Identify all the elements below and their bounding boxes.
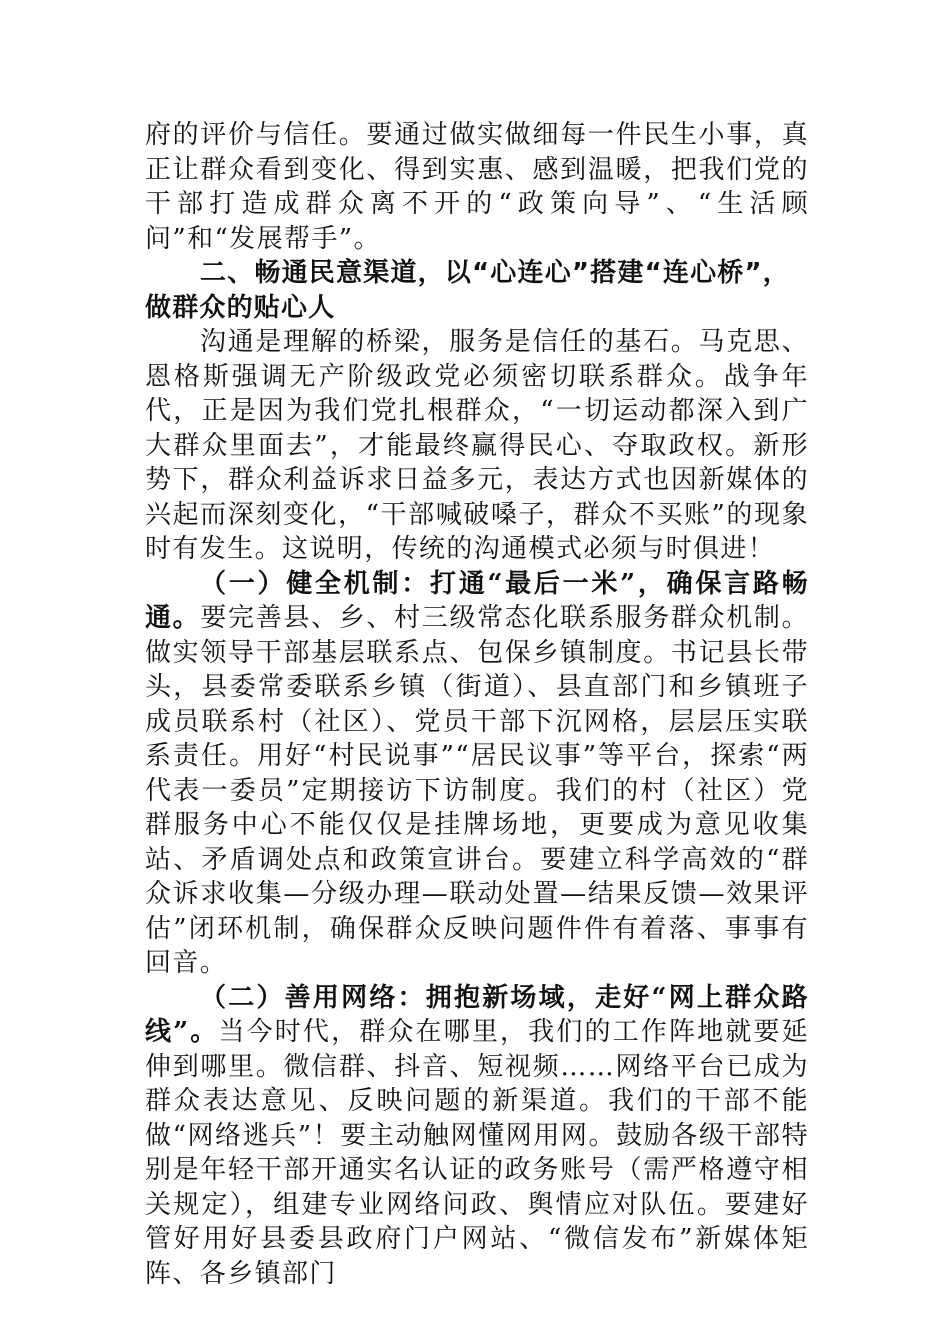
document-page — [145, 118, 809, 1291]
paragraph-continuation: 府的评价与信任。要通过做实做细每一件民生小事，真正让群众看到变化、得到实惠、感到温暖，把我们党的干部打造成群众离不开的“政策向导”、“生活顾问”和“发展帮手”。 — [145, 120, 809, 254]
paragraph-communication: 沟通是理解的桥梁，服务是信任的基石。马克思、恩格斯强调无产阶级政党必须密切联系群众。战争年代，正是因为我们党扎根群众，“一切运动都深入到广大群众里面去”，才能最终赢得民心、夺取政权。新形势下，群众利益诉求日益多元，表达方式也因新媒体的兴起而深刻变化，“干部喊破嗓子，群众不买账”的现象时有发生。这说明，传统的沟通模式必须与时俱进！ — [145, 327, 809, 564]
section-heading-2: 二、畅通民意渠道，以“心连心”搭建“连心桥”，做群众的贴心人 — [145, 258, 790, 323]
subsection-1 — [145, 567, 809, 981]
subsection-2-title: （二）善用网络：拥抱新场域，走好“网上群众路线”。 — [145, 982, 809, 1047]
subsection-1-title: （一）健全机制：打通“最后一米”，确保言路畅通。 — [145, 568, 809, 633]
subsection-2-body: 当今时代，群众在哪里，我们的工作阵地就要延伸到哪里。微信群、抖音、短视频……网络平台已成为群众表达意见、反映问题的新渠道。我们的干部不能做“网络逃兵”！要主动触网懂网用网。鼓励各级干部特别是年轻干部开通实名认证的政务账号（需严格遵守相关规定），组建专业网络问政、舆情应对队伍。要建好管好用好县委县政府门户网站、“微信发布”新媒体矩阵、各乡镇部门 — [145, 1017, 810, 1289]
subsection-2 — [145, 981, 809, 1292]
subsection-1-body: 要完善县、乡、村三级常态化联系服务群众机制。做实领导干部基层联系点、包保乡镇制度。书记县长带头，县委常委联系乡镇（街道）、县直部门和乡镇班子成员联系村（社区）、党员干部下沉网格，层层压实联系责任。用好“村民说事”“居民议事”等平台，探索“两代表一委员”定期接访下访制度。我们的村（社区）党群服务中心不能仅仅是挂牌场地，更要成为意见收集站、矛盾调处点和政策宣讲台。要建立科学高效的“群众诉求收集—分级办理—联动处置—结果反馈—效果评估”闭环机制，确保群众反映问题件件有着落、事事有回音。 — [145, 603, 809, 978]
